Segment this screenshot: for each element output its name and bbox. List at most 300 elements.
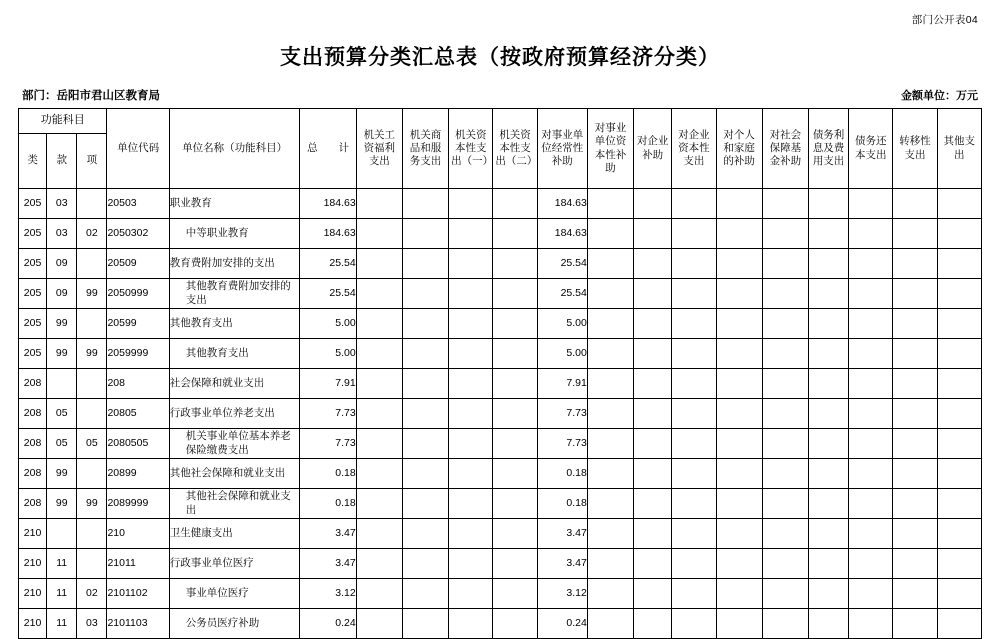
cell-col-15 <box>716 429 762 459</box>
cell-kuan <box>47 519 77 549</box>
cell-col-17 <box>808 219 848 249</box>
cell-unit-code: 20899 <box>107 459 169 489</box>
cell-col-12 <box>587 549 633 579</box>
cell-col-9 <box>449 459 493 489</box>
cell-col-13 <box>634 309 672 339</box>
cell-col-20 <box>937 369 981 399</box>
cell-col-17 <box>808 399 848 429</box>
cell-col-14 <box>672 369 716 399</box>
cell-col-12 <box>587 189 633 219</box>
cell-col-8 <box>402 429 448 459</box>
cell-col-11: 25.54 <box>537 279 587 309</box>
cell-col-15 <box>716 609 762 639</box>
cell-unit-name: 事业单位医疗 <box>169 579 300 609</box>
cell-kuan: 99 <box>47 489 77 519</box>
cell-total: 0.24 <box>300 609 356 639</box>
cell-col-19 <box>893 609 937 639</box>
cell-col-20 <box>937 579 981 609</box>
cell-col-7 <box>356 489 402 519</box>
cell-col-7 <box>356 399 402 429</box>
cell-col-10 <box>493 339 537 369</box>
cell-col-15 <box>716 339 762 369</box>
cell-unit-name: 其他社会保障和就业支出 <box>169 489 300 519</box>
cell-col-18 <box>849 429 893 459</box>
cell-col-19 <box>893 429 937 459</box>
cell-col-8 <box>402 399 448 429</box>
cell-total: 3.47 <box>300 549 356 579</box>
cell-col-11: 5.00 <box>537 339 587 369</box>
cell-col-12 <box>587 579 633 609</box>
cell-col-20 <box>937 519 981 549</box>
cell-col-16 <box>762 459 808 489</box>
cell-col-20 <box>937 339 981 369</box>
cell-col-15 <box>716 249 762 279</box>
cell-unit-code: 20503 <box>107 189 169 219</box>
cell-col-16 <box>762 249 808 279</box>
cell-col-16 <box>762 519 808 549</box>
table-row <box>19 219 982 249</box>
cell-col-13 <box>634 279 672 309</box>
header-unit-code: 单位代码 <box>107 109 169 189</box>
cell-col-18 <box>849 609 893 639</box>
cell-col-12 <box>587 429 633 459</box>
cell-col-7 <box>356 609 402 639</box>
cell-total: 5.00 <box>300 309 356 339</box>
cell-col-15 <box>716 219 762 249</box>
cell-col-8 <box>402 339 448 369</box>
cell-col-8 <box>402 189 448 219</box>
cell-kuan: 11 <box>47 579 77 609</box>
cell-unit-name: 职业教育 <box>169 189 300 219</box>
cell-unit-code: 2050302 <box>107 219 169 249</box>
cell-col-13 <box>634 189 672 219</box>
cell-col-14 <box>672 279 716 309</box>
cell-col-8 <box>402 249 448 279</box>
cell-col-14 <box>672 489 716 519</box>
cell-col-13 <box>634 399 672 429</box>
cell-col-14 <box>672 429 716 459</box>
cell-col-19 <box>893 189 937 219</box>
cell-col-9 <box>449 339 493 369</box>
header-lei: 类 <box>19 134 47 189</box>
header-debt-principal: 债务还本支出 <box>849 109 893 189</box>
cell-col-11: 5.00 <box>537 309 587 339</box>
cell-col-9 <box>449 219 493 249</box>
cell-xiang <box>77 369 107 399</box>
cell-xiang <box>77 399 107 429</box>
cell-col-16 <box>762 219 808 249</box>
cell-col-10 <box>493 279 537 309</box>
cell-lei: 210 <box>19 519 47 549</box>
cell-col-8 <box>402 579 448 609</box>
table-body <box>19 189 982 639</box>
cell-col-8 <box>402 519 448 549</box>
cell-col-14 <box>672 249 716 279</box>
cell-col-19 <box>893 549 937 579</box>
cell-lei: 210 <box>19 609 47 639</box>
cell-col-15 <box>716 519 762 549</box>
cell-col-11: 7.73 <box>537 429 587 459</box>
cell-xiang <box>77 519 107 549</box>
cell-kuan: 03 <box>47 189 77 219</box>
budget-table <box>18 108 982 639</box>
cell-col-10 <box>493 489 537 519</box>
cell-col-13 <box>634 429 672 459</box>
cell-col-16 <box>762 309 808 339</box>
cell-col-12 <box>587 339 633 369</box>
cell-col-12 <box>587 489 633 519</box>
table-row <box>19 309 982 339</box>
cell-col-15 <box>716 459 762 489</box>
cell-col-11: 184.63 <box>537 189 587 219</box>
header-social-security-fund-subsidy: 对社会保障基金补助 <box>762 109 808 189</box>
header-org-capital-1: 机关资本性支出（一） <box>449 109 493 189</box>
cell-col-12 <box>587 459 633 489</box>
header-xiang: 项 <box>77 134 107 189</box>
cell-col-13 <box>634 609 672 639</box>
cell-total: 25.54 <box>300 249 356 279</box>
cell-col-10 <box>493 579 537 609</box>
cell-unit-name: 行政事业单位医疗 <box>169 549 300 579</box>
cell-col-7 <box>356 549 402 579</box>
cell-total: 25.54 <box>300 279 356 309</box>
cell-col-7 <box>356 189 402 219</box>
cell-col-10 <box>493 189 537 219</box>
header-total: 总 计 <box>300 109 356 189</box>
cell-total: 3.47 <box>300 519 356 549</box>
cell-lei: 208 <box>19 369 47 399</box>
cell-xiang: 03 <box>77 609 107 639</box>
cell-col-17 <box>808 279 848 309</box>
cell-lei: 210 <box>19 549 47 579</box>
cell-col-10 <box>493 399 537 429</box>
table-row <box>19 249 982 279</box>
cell-col-10 <box>493 369 537 399</box>
header-individual-family-subsidy: 对个人和家庭的补助 <box>716 109 762 189</box>
cell-lei: 205 <box>19 279 47 309</box>
cell-col-18 <box>849 249 893 279</box>
cell-col-12 <box>587 249 633 279</box>
cell-xiang <box>77 459 107 489</box>
header-other-expenditure: 其他支出 <box>937 109 981 189</box>
cell-col-12 <box>587 519 633 549</box>
cell-col-14 <box>672 219 716 249</box>
cell-lei: 208 <box>19 429 47 459</box>
cell-kuan: 09 <box>47 249 77 279</box>
cell-unit-code: 20805 <box>107 399 169 429</box>
cell-col-15 <box>716 579 762 609</box>
cell-col-10 <box>493 219 537 249</box>
cell-col-19 <box>893 279 937 309</box>
cell-lei: 205 <box>19 309 47 339</box>
cell-unit-name: 行政事业单位养老支出 <box>169 399 300 429</box>
cell-col-14 <box>672 459 716 489</box>
cell-xiang <box>77 309 107 339</box>
cell-unit-code: 208 <box>107 369 169 399</box>
cell-unit-code: 20599 <box>107 309 169 339</box>
cell-xiang: 99 <box>77 489 107 519</box>
cell-col-15 <box>716 309 762 339</box>
cell-col-12 <box>587 309 633 339</box>
cell-col-17 <box>808 519 848 549</box>
cell-xiang <box>77 549 107 579</box>
table-row <box>19 189 982 219</box>
cell-col-16 <box>762 189 808 219</box>
header-group-functional: 功能科目 <box>19 109 107 134</box>
cell-col-20 <box>937 549 981 579</box>
amount-unit-label: 金额单位：万元 <box>901 90 978 102</box>
cell-col-18 <box>849 369 893 399</box>
table-row <box>19 279 982 309</box>
cell-col-17 <box>808 429 848 459</box>
cell-col-18 <box>849 519 893 549</box>
cell-col-11: 184.63 <box>537 219 587 249</box>
cell-kuan: 99 <box>47 309 77 339</box>
cell-col-14 <box>672 189 716 219</box>
cell-col-11: 7.91 <box>537 369 587 399</box>
cell-col-17 <box>808 249 848 279</box>
cell-col-14 <box>672 399 716 429</box>
cell-unit-name: 其他教育支出 <box>169 339 300 369</box>
cell-col-19 <box>893 579 937 609</box>
cell-col-17 <box>808 369 848 399</box>
cell-col-16 <box>762 339 808 369</box>
table-row <box>19 579 982 609</box>
cell-col-11: 0.18 <box>537 489 587 519</box>
cell-col-13 <box>634 219 672 249</box>
cell-col-20 <box>937 399 981 429</box>
cell-col-15 <box>716 369 762 399</box>
cell-col-14 <box>672 309 716 339</box>
header-debt-interest-fees: 债务利息及费用支出 <box>808 109 848 189</box>
cell-col-9 <box>449 369 493 399</box>
cell-col-19 <box>893 249 937 279</box>
cell-col-15 <box>716 189 762 219</box>
header-enterprise-subsidy: 对企业补助 <box>634 109 672 189</box>
cell-col-19 <box>893 399 937 429</box>
cell-col-10 <box>493 429 537 459</box>
cell-unit-name: 社会保障和就业支出 <box>169 369 300 399</box>
cell-col-17 <box>808 549 848 579</box>
cell-col-7 <box>356 369 402 399</box>
table-row <box>19 609 982 639</box>
header-unit-name: 单位名称（功能科目） <box>169 109 300 189</box>
cell-unit-name: 机关事业单位基本养老保险缴费支出 <box>169 429 300 459</box>
cell-col-16 <box>762 579 808 609</box>
cell-unit-code: 2080505 <box>107 429 169 459</box>
cell-total: 0.18 <box>300 459 356 489</box>
cell-col-13 <box>634 519 672 549</box>
cell-col-17 <box>808 489 848 519</box>
cell-unit-code: 2089999 <box>107 489 169 519</box>
cell-col-7 <box>356 279 402 309</box>
cell-col-18 <box>849 279 893 309</box>
cell-col-15 <box>716 279 762 309</box>
table-row <box>19 339 982 369</box>
table-row <box>19 519 982 549</box>
cell-col-18 <box>849 339 893 369</box>
cell-col-9 <box>449 519 493 549</box>
cell-col-17 <box>808 609 848 639</box>
cell-kuan: 11 <box>47 549 77 579</box>
cell-lei: 208 <box>19 459 47 489</box>
cell-lei: 208 <box>19 399 47 429</box>
cell-col-19 <box>893 519 937 549</box>
cell-col-10 <box>493 609 537 639</box>
header-org-goods-services: 机关商品和服务支出 <box>402 109 448 189</box>
cell-col-7 <box>356 309 402 339</box>
form-number: 部门公开表04 <box>911 14 978 26</box>
cell-col-9 <box>449 399 493 429</box>
cell-kuan: 99 <box>47 459 77 489</box>
cell-col-8 <box>402 219 448 249</box>
cell-kuan: 03 <box>47 219 77 249</box>
cell-kuan: 11 <box>47 609 77 639</box>
cell-col-17 <box>808 339 848 369</box>
cell-col-18 <box>849 459 893 489</box>
cell-col-13 <box>634 579 672 609</box>
cell-col-9 <box>449 279 493 309</box>
cell-col-16 <box>762 429 808 459</box>
cell-col-17 <box>808 309 848 339</box>
cell-col-7 <box>356 429 402 459</box>
cell-col-18 <box>849 189 893 219</box>
cell-col-11: 3.47 <box>537 549 587 579</box>
cell-col-13 <box>634 549 672 579</box>
cell-col-12 <box>587 219 633 249</box>
cell-total: 7.73 <box>300 429 356 459</box>
cell-col-8 <box>402 279 448 309</box>
cell-total: 184.63 <box>300 219 356 249</box>
cell-col-12 <box>587 399 633 429</box>
cell-col-20 <box>937 459 981 489</box>
cell-total: 7.73 <box>300 399 356 429</box>
cell-col-10 <box>493 519 537 549</box>
cell-col-13 <box>634 249 672 279</box>
cell-col-14 <box>672 519 716 549</box>
cell-col-20 <box>937 249 981 279</box>
cell-col-8 <box>402 549 448 579</box>
cell-col-9 <box>449 249 493 279</box>
cell-total: 5.00 <box>300 339 356 369</box>
cell-col-8 <box>402 309 448 339</box>
cell-col-16 <box>762 399 808 429</box>
table-row <box>19 549 982 579</box>
cell-col-14 <box>672 549 716 579</box>
cell-col-19 <box>893 489 937 519</box>
cell-col-8 <box>402 489 448 519</box>
cell-total: 3.12 <box>300 579 356 609</box>
cell-col-13 <box>634 339 672 369</box>
cell-col-7 <box>356 519 402 549</box>
cell-unit-code: 20509 <box>107 249 169 279</box>
cell-unit-name: 其他教育支出 <box>169 309 300 339</box>
cell-xiang: 02 <box>77 579 107 609</box>
cell-xiang: 02 <box>77 219 107 249</box>
cell-lei: 205 <box>19 249 47 279</box>
table-row <box>19 459 982 489</box>
cell-col-8 <box>402 459 448 489</box>
cell-col-9 <box>449 189 493 219</box>
cell-col-16 <box>762 489 808 519</box>
cell-col-11: 7.73 <box>537 399 587 429</box>
cell-unit-code: 2101103 <box>107 609 169 639</box>
cell-col-15 <box>716 489 762 519</box>
cell-col-18 <box>849 549 893 579</box>
cell-col-19 <box>893 459 937 489</box>
header-enterprise-capital: 对企业资本性支出 <box>672 109 716 189</box>
cell-unit-code: 2059999 <box>107 339 169 369</box>
cell-col-17 <box>808 189 848 219</box>
cell-unit-name: 其他社会保障和就业支出 <box>169 459 300 489</box>
header-org-capital-2: 机关资本性支出（二） <box>493 109 537 189</box>
cell-col-7 <box>356 579 402 609</box>
cell-col-9 <box>449 309 493 339</box>
cell-col-16 <box>762 549 808 579</box>
cell-unit-code: 210 <box>107 519 169 549</box>
cell-col-19 <box>893 219 937 249</box>
cell-col-16 <box>762 279 808 309</box>
cell-col-14 <box>672 339 716 369</box>
cell-col-11: 0.18 <box>537 459 587 489</box>
cell-kuan: 05 <box>47 399 77 429</box>
cell-col-13 <box>634 489 672 519</box>
cell-total: 0.18 <box>300 489 356 519</box>
cell-unit-code: 2050999 <box>107 279 169 309</box>
cell-col-9 <box>449 579 493 609</box>
cell-col-16 <box>762 609 808 639</box>
cell-col-11: 3.12 <box>537 579 587 609</box>
cell-col-18 <box>849 489 893 519</box>
cell-col-18 <box>849 309 893 339</box>
cell-kuan: 05 <box>47 429 77 459</box>
cell-col-19 <box>893 309 937 339</box>
meta-row <box>18 87 982 108</box>
cell-col-9 <box>449 609 493 639</box>
cell-col-19 <box>893 339 937 369</box>
cell-col-9 <box>449 549 493 579</box>
cell-lei: 205 <box>19 339 47 369</box>
cell-col-16 <box>762 369 808 399</box>
cell-xiang <box>77 249 107 279</box>
cell-col-12 <box>587 279 633 309</box>
cell-col-10 <box>493 549 537 579</box>
cell-xiang: 05 <box>77 429 107 459</box>
cell-unit-name: 卫生健康支出 <box>169 519 300 549</box>
cell-col-20 <box>937 279 981 309</box>
header-transfer-expenditure: 转移性支出 <box>893 109 937 189</box>
cell-col-8 <box>402 609 448 639</box>
cell-col-7 <box>356 339 402 369</box>
table-row <box>19 399 982 429</box>
cell-col-12 <box>587 369 633 399</box>
cell-col-20 <box>937 489 981 519</box>
cell-xiang: 99 <box>77 339 107 369</box>
cell-col-18 <box>849 399 893 429</box>
cell-col-13 <box>634 369 672 399</box>
cell-col-9 <box>449 489 493 519</box>
cell-col-18 <box>849 579 893 609</box>
page-title: 支出预算分类汇总表（按政府预算经济分类） <box>280 46 720 69</box>
cell-kuan <box>47 369 77 399</box>
header-inst-recurrent-subsidy: 对事业单位经常性补助 <box>537 109 587 189</box>
cell-col-15 <box>716 399 762 429</box>
table-header-group-row <box>19 109 982 134</box>
cell-unit-name: 教育费附加安排的支出 <box>169 249 300 279</box>
cell-total: 184.63 <box>300 189 356 219</box>
cell-lei: 205 <box>19 189 47 219</box>
cell-col-7 <box>356 219 402 249</box>
